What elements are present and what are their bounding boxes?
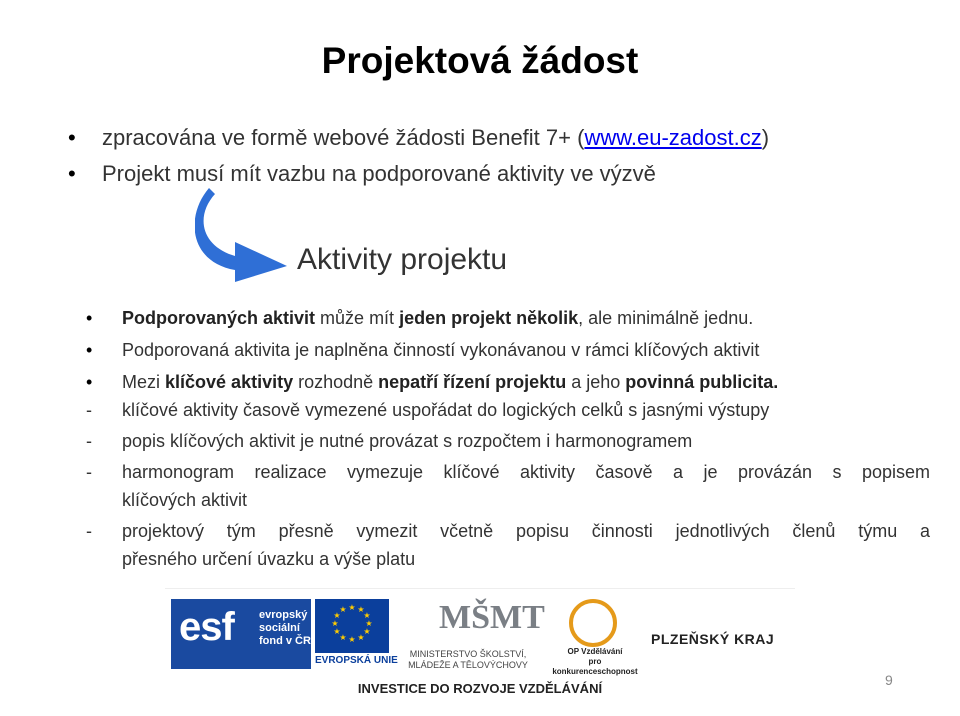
bold-text: nepatří řízení projektu: [378, 372, 567, 392]
page-title: Projektová žádost: [321, 40, 639, 81]
esf-logo: [171, 599, 311, 669]
svg-text:★: ★: [348, 603, 356, 612]
dash-marker: -: [86, 400, 92, 420]
text: Mezi: [122, 372, 166, 392]
bullet-text-prefix: zpracována ve formě webové žádosti Benefit 7+ (: [102, 125, 585, 150]
msmt-logo: [403, 599, 545, 677]
msmt-text: [403, 649, 533, 671]
bullet-icon: •: [68, 125, 76, 150]
svg-text:★: ★: [331, 619, 339, 628]
pk-text: PLZEŇSKÝ KRAJ: [651, 631, 775, 647]
text: rozhodně: [293, 372, 379, 392]
svg-text:★: ★: [363, 611, 371, 620]
bold-text: povinná publicita.: [625, 372, 779, 392]
op-text-line: pro konkurenceschopnost: [552, 657, 638, 676]
svg-text:★: ★: [348, 635, 356, 644]
bold-text: Podporovaných aktivit: [122, 308, 316, 328]
svg-text:★: ★: [357, 605, 365, 614]
msmt-text-line: MLÁDEŽE A TĚLOVÝCHOVY: [408, 660, 528, 670]
text: , ale minimálně jednu.: [578, 308, 754, 328]
list-item: [62, 156, 769, 192]
esf-text-line: fond v ČR: [259, 635, 311, 647]
bold-text: jeden projekt několik: [399, 308, 579, 328]
list-item: [84, 334, 934, 366]
msmt-text-line: MINISTERSTVO ŠKOLSTVÍ,: [409, 649, 527, 659]
svg-text:★: ★: [365, 619, 373, 628]
text: popis klíčových aktivit je nutné provázat s rozpočtem i harmonogramem: [122, 431, 693, 451]
list-item: [62, 120, 769, 156]
top-bullet-list: [62, 120, 769, 192]
logo-banner: [165, 588, 795, 707]
list-item: [84, 396, 930, 424]
esf-text-line: sociální: [259, 622, 300, 634]
svg-text:★: ★: [339, 605, 347, 614]
plzensky-kraj-logo: [651, 617, 791, 657]
dash-list: [84, 396, 930, 576]
list-item: [84, 302, 934, 334]
svg-text:★: ★: [333, 611, 341, 620]
list-item: [84, 366, 934, 398]
svg-text:★: ★: [363, 627, 371, 636]
svg-text:★: ★: [357, 633, 365, 642]
eu-label: EVROPSKÁ UNIE: [315, 655, 398, 666]
svg-text:★: ★: [333, 627, 341, 636]
svg-text:★: ★: [339, 633, 347, 642]
text: a jeho: [566, 372, 626, 392]
op-ring-icon: [569, 599, 617, 647]
eu-flag-icon: [315, 599, 389, 653]
investment-slogan: INVESTICE DO ROZVOJE VZDĚLÁVÁNÍ: [357, 681, 603, 696]
text: projektový tým přesně vymezit včetně popisu činnosti jednotlivých členů týmu a: [122, 521, 930, 541]
bullet-icon: •: [68, 161, 76, 186]
bullet-icon: •: [86, 340, 93, 360]
dash-marker: -: [86, 462, 92, 482]
bullet-icon: •: [86, 308, 93, 328]
logo-row: [165, 589, 795, 679]
text: může mít: [315, 308, 400, 328]
bullet-icon: •: [86, 372, 93, 392]
op-text-line: OP Vzdělávání: [567, 647, 623, 656]
bullet-text-suffix: ): [761, 125, 770, 150]
text: harmonogram realizace vymezuje klíčové aktivity časově a je provázán s popisem: [122, 462, 930, 482]
list-item: [84, 427, 930, 455]
op-logo: [545, 599, 645, 675]
curved-arrow-icon: [195, 186, 295, 282]
activities-bullet-list: [84, 302, 934, 398]
bullet-text: Projekt musí mít vazbu na podporované aktivity ve výzvě: [102, 161, 656, 186]
page-number: 9: [885, 672, 893, 688]
esf-letters: esf: [179, 605, 234, 649]
bold-text: klíčové aktivity: [165, 372, 294, 392]
dash-marker: -: [86, 521, 92, 541]
op-text: [545, 647, 645, 677]
list-item: [84, 458, 930, 514]
dash-marker: -: [86, 431, 92, 451]
esf-text: [259, 609, 311, 648]
text: přesného určení úvazku a výše platu: [122, 549, 416, 569]
text: klíčové aktivity časově vymezené uspořádat do logických celků s jasnými výstupy: [122, 400, 770, 420]
esf-text-line: evropský: [259, 609, 308, 621]
text: klíčových aktivit: [122, 490, 248, 510]
section-subtitle: Aktivity projektu: [297, 243, 508, 276]
text: Podporovaná aktivita je naplněna činností vykonávanou v rámci klíčových aktivit: [122, 340, 760, 360]
list-item: [84, 517, 930, 573]
msmt-mark: MŠMT: [439, 599, 545, 636]
website-link[interactable]: www.eu-zadost.cz: [584, 125, 762, 150]
